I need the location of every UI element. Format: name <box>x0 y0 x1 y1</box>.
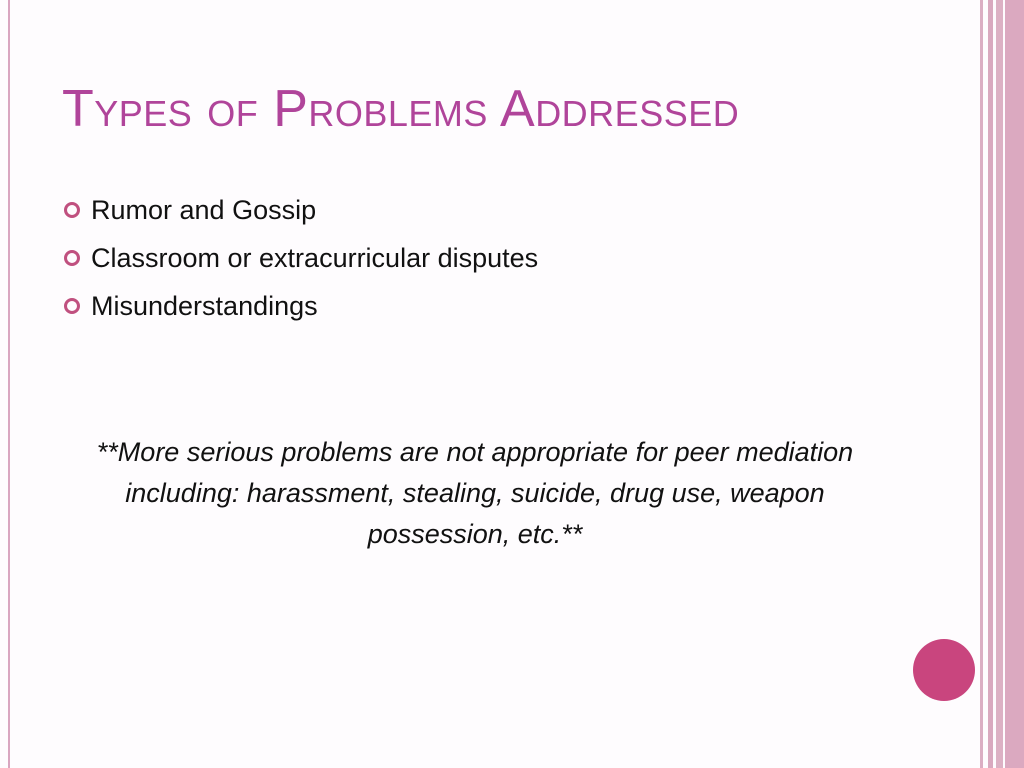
bullet-item <box>64 282 538 330</box>
right-decorative-stripe <box>1005 0 1024 768</box>
bullet-text: Misunderstandings <box>91 290 318 321</box>
bullet-list <box>64 186 538 330</box>
bullet-item <box>64 186 538 234</box>
right-decorative-stripe <box>996 0 1003 768</box>
left-decorative-stripe <box>8 0 10 768</box>
bullet-text: Rumor and Gossip <box>91 194 317 225</box>
note-text: **More serious problems are not appropriate for peer mediation including: harassment, stealing, suicide, drug use, weapon possession, etc.** <box>96 437 854 549</box>
bullet-text: Classroom or extracurricular disputes <box>91 242 539 273</box>
slide-title: Types of Problems Addressed <box>62 80 740 138</box>
right-decorative-stripe <box>980 0 983 768</box>
hollow-circle-bullet-icon <box>64 298 80 314</box>
hollow-circle-bullet-icon <box>64 202 80 218</box>
hollow-circle-bullet-icon <box>64 250 80 266</box>
bullet-item <box>64 234 538 282</box>
filled-circle-icon <box>913 639 975 701</box>
right-decorative-stripe <box>988 0 993 768</box>
